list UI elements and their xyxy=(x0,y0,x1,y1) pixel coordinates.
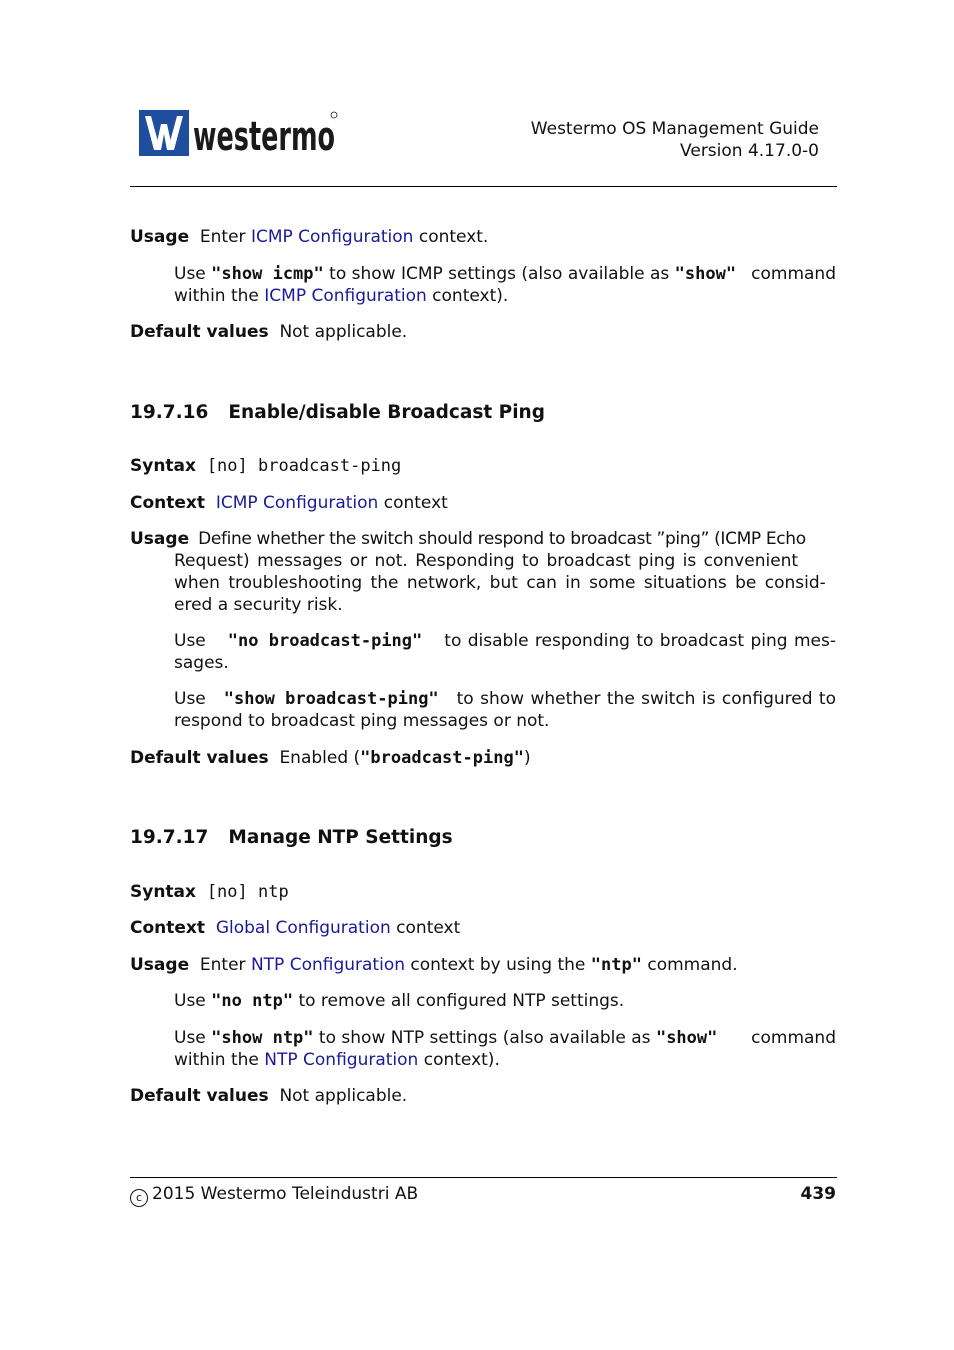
use-text: Use xyxy=(174,631,206,651)
default-label: Default values xyxy=(130,322,269,342)
no-broadcast-line1 xyxy=(174,630,836,652)
syntax-label: Syntax xyxy=(130,882,196,902)
usage-text-2: Request) messages or not. Responding to broadcast ping is convenient xyxy=(174,551,799,571)
within-text: within the xyxy=(174,1050,265,1070)
use-text: Use xyxy=(174,689,206,709)
icmp-usage-line xyxy=(130,226,488,248)
icmp-default-values xyxy=(130,321,407,343)
no-ntp-paragraph xyxy=(174,990,624,1012)
section-number: 19.7.17 xyxy=(130,827,209,848)
use-text: Use xyxy=(174,1028,212,1048)
default-label: Default values xyxy=(130,748,269,768)
footer-copyright xyxy=(130,1183,418,1207)
show-command: "show" xyxy=(655,1028,718,1048)
usage-label: Usage xyxy=(130,227,190,247)
show-broadcast-line2: respond to broadcast ping messages or not. xyxy=(174,711,550,731)
usage-line-4 xyxy=(174,594,836,616)
guide-title: Westermo OS Management Guide xyxy=(530,119,819,139)
ntp-default-values xyxy=(130,1085,407,1107)
use-text-end: to disable responding to broadcast ping mes- xyxy=(444,631,836,651)
show-ntp-line1 xyxy=(174,1027,836,1049)
guide-version: Version 4.17.0-0 xyxy=(680,141,819,161)
ntp-config-link-2[interactable]: NTP Configuration xyxy=(264,1050,419,1070)
default-text-end: ) xyxy=(523,748,531,768)
section-title: Enable/disable Broadcast Ping xyxy=(228,402,545,423)
svg-text:westermo: westermo xyxy=(193,114,335,160)
header-divider xyxy=(130,186,837,187)
no-broadcast-paragraph xyxy=(174,630,836,674)
copyright-icon: c xyxy=(130,1189,148,1207)
default-label: Default values xyxy=(130,1086,269,1106)
section-number: 19.7.16 xyxy=(130,402,209,423)
use-text-end: to remove all configured NTP settings. xyxy=(293,991,625,1011)
use-text-mid: to show NTP settings (also available as xyxy=(313,1028,656,1048)
default-value: Not applicable. xyxy=(279,322,408,342)
show-broadcast-ping-command: "show broadcast-ping" xyxy=(223,689,439,709)
use-text: Use xyxy=(174,991,212,1011)
context-text: context xyxy=(390,918,461,938)
context-text: context). xyxy=(418,1050,500,1070)
usage-line-1 xyxy=(130,528,836,550)
usage-text-end: command. xyxy=(641,955,738,975)
ntp-usage xyxy=(130,954,738,976)
section-heading-19-7-17 xyxy=(130,825,453,851)
section-title: Manage NTP Settings xyxy=(228,827,453,848)
context-text: context). xyxy=(426,286,509,306)
syntax-value: [no] broadcast-ping xyxy=(206,456,402,476)
show-broadcast-paragraph xyxy=(174,688,836,732)
context-label: Context xyxy=(130,493,206,513)
icmp-show-paragraph xyxy=(174,263,836,307)
no-broadcast-line2: sages. xyxy=(174,653,229,673)
show-command: "show" xyxy=(674,264,737,284)
use-text-end: command xyxy=(751,1028,836,1048)
use-text-mid: to show ICMP settings (also available as xyxy=(323,264,675,284)
syntax-label: Syntax xyxy=(130,456,196,476)
show-ntp-line2 xyxy=(174,1049,836,1071)
usage-text-3: when troubleshooting the network, but can in some situations be consid- xyxy=(174,573,826,593)
ntp-command: "ntp" xyxy=(590,955,642,975)
use-text-end: to show whether the switch is configured to xyxy=(456,689,836,709)
within-text: within the xyxy=(174,286,265,306)
broadcast-ping-command: "broadcast-ping" xyxy=(360,748,524,768)
broadcast-default-values xyxy=(130,747,531,769)
usage-label: Usage xyxy=(130,955,190,975)
usage-label: Usage xyxy=(130,529,190,549)
copyright-text: 2015 Westermo Teleindustri AB xyxy=(152,1184,419,1204)
show-broadcast-line1 xyxy=(174,688,836,710)
section-heading-19-7-16 xyxy=(130,400,545,426)
default-text: Enabled ( xyxy=(279,748,361,768)
ntp-syntax xyxy=(130,881,289,903)
ntp-config-link[interactable]: NTP Configuration xyxy=(250,955,405,975)
no-broadcast-ping-command: "no broadcast-ping" xyxy=(227,631,423,651)
syntax-value: [no] ntp xyxy=(206,882,289,902)
broadcast-context xyxy=(130,492,448,514)
context-label: Context xyxy=(130,918,206,938)
default-value: Not applicable. xyxy=(279,1086,408,1106)
ntp-context xyxy=(130,917,460,939)
icmp-config-context-link[interactable]: ICMP Configuration xyxy=(215,493,379,513)
icmp-show-line1 xyxy=(174,263,836,285)
usage-line-3 xyxy=(174,572,836,594)
use-text-end: command xyxy=(751,264,836,284)
page-number: 439 xyxy=(800,1184,836,1204)
show-icmp-command: "show icmp" xyxy=(211,264,324,284)
header-info xyxy=(531,118,819,162)
context-text: context xyxy=(378,493,448,513)
broadcast-syntax xyxy=(130,455,401,477)
westermo-logo xyxy=(139,110,339,158)
use-text: Use xyxy=(174,264,212,284)
show-ntp-command: "show ntp" xyxy=(211,1028,314,1048)
usage-text: Enter xyxy=(199,955,251,975)
usage-text-mid: context by using the xyxy=(405,955,591,975)
usage-text: Enter xyxy=(199,227,251,247)
icmp-config-link-2[interactable]: ICMP Configuration xyxy=(264,286,427,306)
usage-text-end: context. xyxy=(413,227,489,247)
global-config-link[interactable]: Global Configuration xyxy=(215,918,391,938)
broadcast-usage xyxy=(130,528,836,616)
icmp-show-line2 xyxy=(174,285,836,307)
footer-divider xyxy=(130,1177,837,1178)
icmp-config-link[interactable]: ICMP Configuration xyxy=(250,227,414,247)
no-ntp-command: "no ntp" xyxy=(211,991,294,1011)
usage-text-4: ered a security risk. xyxy=(174,595,343,615)
usage-text-1: Define whether the switch should respond to broadcast ”ping” (ICMP Echo xyxy=(198,529,806,549)
usage-line-2 xyxy=(174,550,836,572)
show-ntp-paragraph xyxy=(174,1027,836,1071)
